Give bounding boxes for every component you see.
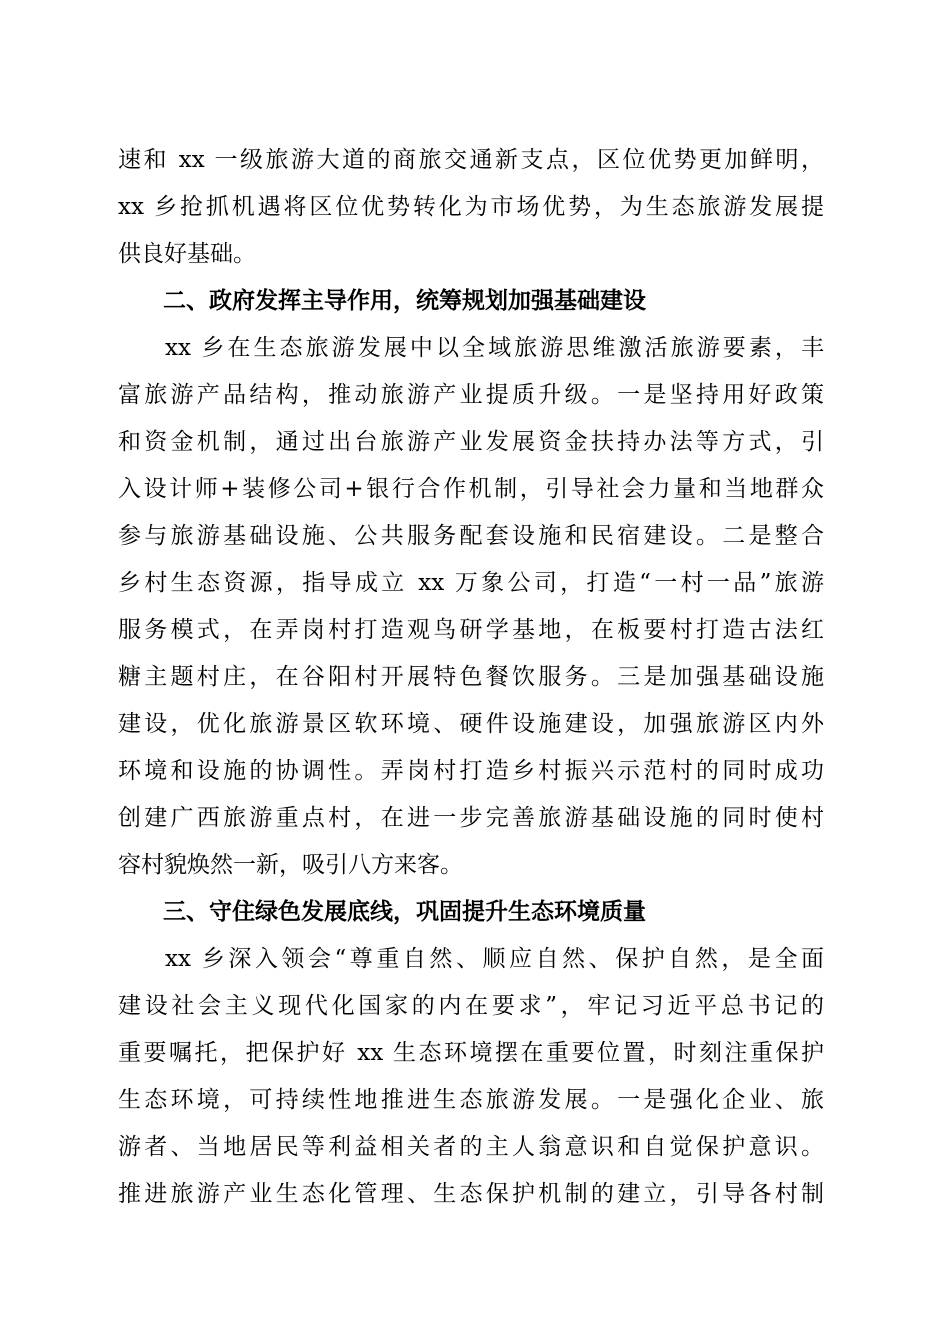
paragraph-2-line: xx 乡在生态旅游发展中以全域旅游思维激活旅游要素，丰	[165, 335, 824, 361]
paragraph-3-line: 重要嘱托，把保护好 xx 生态环境摆在重要位置，时刻注重保护	[118, 1040, 824, 1066]
paragraph-3-line: 生态环境，可持续性地推进生态旅游发展。一是强化企业、旅	[118, 1087, 824, 1113]
paragraph-1-line: xx 乡抢抓机遇将区位优势转化为市场优势，为生态旅游发展提	[118, 194, 824, 220]
paragraph-2-line: 乡村生态资源，指导成立 xx 万象公司，打造“一村一品”旅游	[118, 570, 824, 596]
paragraph-3-line: 游者、当地居民等利益相关者的主人翁意识和自觉保护意识。	[118, 1134, 824, 1160]
paragraph-2-line: 和资金机制，通过出台旅游产业发展资金扶持办法等方式，引	[118, 429, 824, 455]
paragraph-3-line: 推进旅游产业生态化管理、生态保护机制的建立，引导各村制	[118, 1181, 824, 1207]
paragraph-2-line: 糖主题村庄，在谷阳村开展特色餐饮服务。三是加强基础设施	[118, 664, 824, 690]
paragraph-3-line: 建设社会主义现代化国家的内在要求”，牢记习近平总书记的	[118, 993, 824, 1019]
paragraph-2-line: 入设计师+装修公司+银行合作机制，引导社会力量和当地群众	[118, 476, 824, 502]
paragraph-2-line: 服务模式，在弄岗村打造观鸟研学基地，在板要村打造古法红	[118, 617, 824, 643]
paragraph-1-line: 供良好基础。	[118, 241, 256, 267]
paragraph-2-line: 富旅游产品结构，推动旅游产业提质升级。一是坚持用好政策	[118, 382, 824, 408]
paragraph-2-line: 参与旅游基础设施、公共服务配套设施和民宿建设。二是整合	[118, 523, 824, 549]
paragraph-2-line: 创建广西旅游重点村，在进一步完善旅游基础设施的同时使村	[118, 805, 824, 831]
section-heading-2: 二、政府发挥主导作用，统筹规划加强基础建设	[163, 288, 646, 314]
paragraph-2-line: 容村貌焕然一新，吸引八方来客。	[118, 852, 463, 878]
paragraph-1-line: 速和 xx 一级旅游大道的商旅交通新支点，区位优势更加鲜明，	[118, 147, 824, 173]
section-heading-3: 三、守住绿色发展底线，巩固提升生态环境质量	[163, 899, 646, 925]
paragraph-2-line: 环境和设施的协调性。弄岗村打造乡村振兴示范村的同时成功	[118, 758, 824, 784]
paragraph-2-line: 建设，优化旅游景区软环境、硬件设施建设，加强旅游区内外	[118, 711, 824, 737]
paragraph-3-line: xx 乡深入领会“尊重自然、顺应自然、保护自然，是全面	[165, 946, 824, 972]
